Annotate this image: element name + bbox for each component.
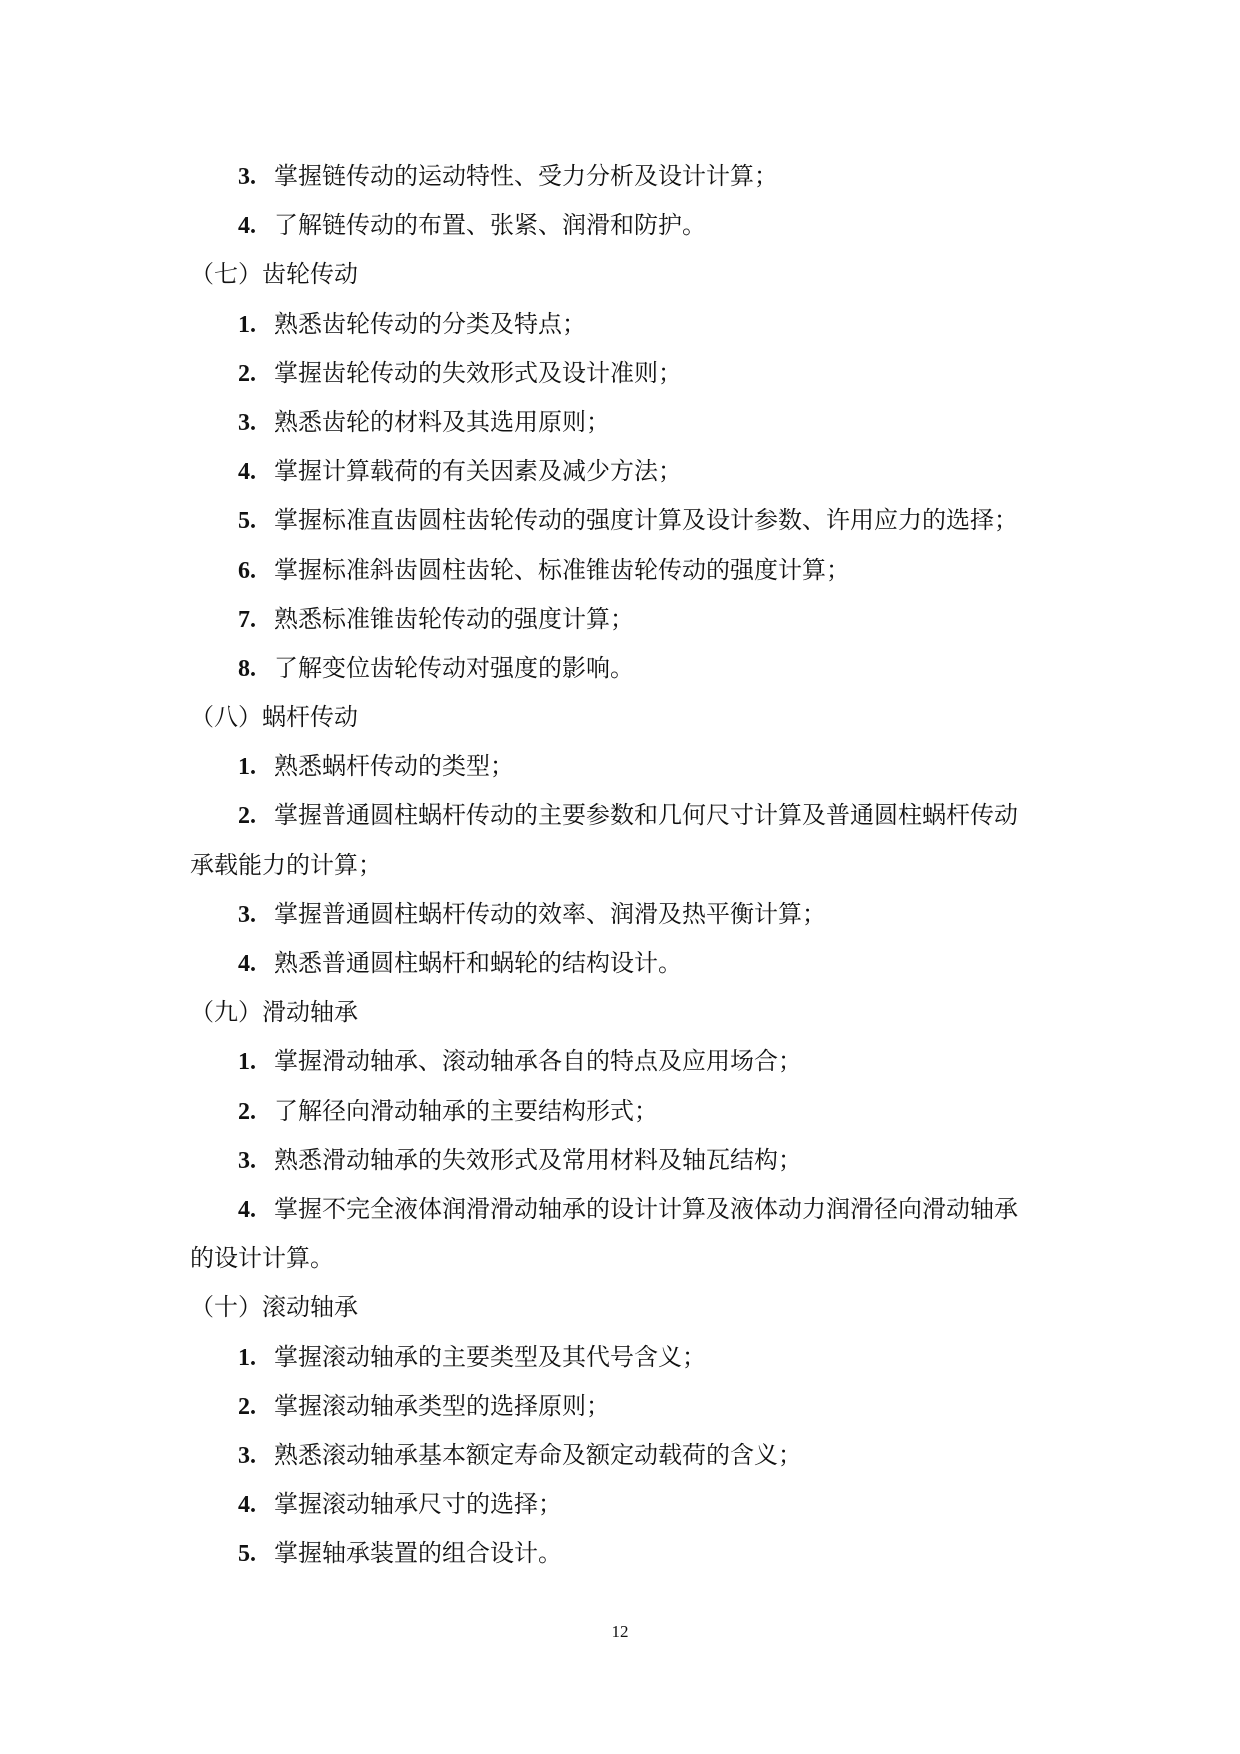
list-item: [190, 447, 1070, 496]
list-item: [190, 890, 1070, 939]
item-text: 熟悉滚动轴承基本额定寿命及额定动载荷的含义；: [274, 1440, 802, 1469]
item-text: 掌握标准斜齿圆柱齿轮、标准锥齿轮传动的强度计算；: [274, 555, 850, 584]
item-number: 2.: [238, 360, 256, 387]
item-number: 3.: [238, 409, 256, 436]
item-number: 3.: [238, 901, 256, 928]
list-item: [190, 1382, 1070, 1431]
item-text: 掌握标准直齿圆柱齿轮传动的强度计算及设计参数、许用应力的选择；: [274, 506, 1018, 535]
item-text: 掌握滚动轴承类型的选择原则；: [274, 1391, 610, 1420]
list-item: [190, 496, 1070, 545]
list-item: [190, 546, 1070, 595]
item-number: 4.: [238, 1196, 256, 1223]
item-number: 8.: [238, 655, 256, 682]
item-number: 2.: [238, 1098, 256, 1125]
item-text: 熟悉蜗杆传动的类型；: [274, 752, 514, 781]
item-number: 2.: [238, 803, 256, 830]
item-number: 5.: [238, 508, 256, 535]
item-number: 2.: [238, 1393, 256, 1420]
item-number: 6.: [238, 557, 256, 584]
item-number: 1.: [238, 311, 256, 338]
list-item: [190, 742, 1070, 791]
item-number: 3.: [238, 1442, 256, 1469]
item-text: 了解径向滑动轴承的主要结构形式；: [274, 1096, 658, 1125]
list-item: [190, 1037, 1070, 1086]
item-text: 掌握普通圆柱蜗杆传动的效率、润滑及热平衡计算；: [274, 899, 826, 928]
item-text: 掌握齿轮传动的失效形式及设计准则；: [274, 358, 682, 387]
item-text: 熟悉标准锥齿轮传动的强度计算；: [274, 604, 634, 633]
item-number: 1.: [238, 754, 256, 781]
item-text: 熟悉普通圆柱蜗杆和蜗轮的结构设计。: [274, 949, 682, 977]
item-number: 4.: [238, 951, 256, 977]
list-item: [190, 939, 1070, 988]
item-text: 掌握链传动的运动特性、受力分析及设计计算；: [274, 162, 778, 190]
page-body: [190, 152, 1070, 1578]
item-text: 了解链传动的布置、张紧、润滑和防护。: [274, 211, 706, 240]
item-text: 熟悉齿轮传动的分类及特点；: [274, 309, 586, 338]
section-heading-gear-transmission: （七）齿轮传动: [190, 260, 358, 289]
section-heading-sliding-bearing: （九）滑动轴承: [190, 998, 358, 1027]
section-heading-rolling-bearing: （十）滚动轴承: [190, 1293, 358, 1322]
list-item: [190, 644, 1070, 693]
list-item: [190, 791, 1070, 840]
item-text: 掌握普通圆柱蜗杆传动的主要参数和几何尺寸计算及普通圆柱蜗杆传动: [274, 801, 1018, 830]
item-number: 3.: [238, 1147, 256, 1174]
list-item: [190, 349, 1070, 398]
item-text: 掌握滚动轴承尺寸的选择；: [274, 1490, 562, 1519]
list-item: [190, 1185, 1070, 1234]
list-item: [190, 398, 1070, 447]
item-text: 熟悉滑动轴承的失效形式及常用材料及轴瓦结构；: [274, 1145, 802, 1174]
list-item-continuation: 承载能力的计算；: [190, 850, 382, 879]
item-number: 4.: [238, 459, 256, 486]
list-item: [190, 1333, 1070, 1382]
item-number: 7.: [238, 606, 256, 633]
list-item: [190, 152, 1070, 201]
item-number: 5.: [238, 1541, 256, 1568]
list-item: [190, 1136, 1070, 1185]
section-heading-worm-transmission: （八）蜗杆传动: [190, 703, 358, 732]
list-item: [190, 1431, 1070, 1480]
list-item: [190, 1087, 1070, 1136]
list-item: [190, 1480, 1070, 1529]
list-item: [190, 1529, 1070, 1578]
item-text: 掌握滚动轴承的主要类型及其代号含义；: [274, 1342, 706, 1371]
item-number: 3.: [238, 164, 256, 190]
item-text: 掌握不完全液体润滑滑动轴承的设计计算及液体动力润滑径向滑动轴承: [274, 1194, 1018, 1223]
item-number: 1.: [238, 1049, 256, 1076]
item-text: 掌握轴承装置的组合设计。: [274, 1539, 562, 1568]
list-item: [190, 201, 1070, 250]
list-item: [190, 595, 1070, 644]
page-number: 12: [611, 1622, 629, 1641]
item-text: 掌握计算载荷的有关因素及减少方法；: [274, 457, 682, 486]
item-text: 了解变位齿轮传动对强度的影响。: [274, 653, 634, 682]
item-text: 熟悉齿轮的材料及其选用原则；: [274, 407, 610, 436]
item-number: 4.: [238, 1492, 256, 1519]
list-item-continuation: 的设计计算。: [190, 1244, 334, 1273]
item-text: 掌握滑动轴承、滚动轴承各自的特点及应用场合；: [274, 1047, 802, 1076]
list-item: [190, 300, 1070, 349]
item-number: 1.: [238, 1344, 256, 1371]
item-number: 4.: [238, 213, 256, 240]
